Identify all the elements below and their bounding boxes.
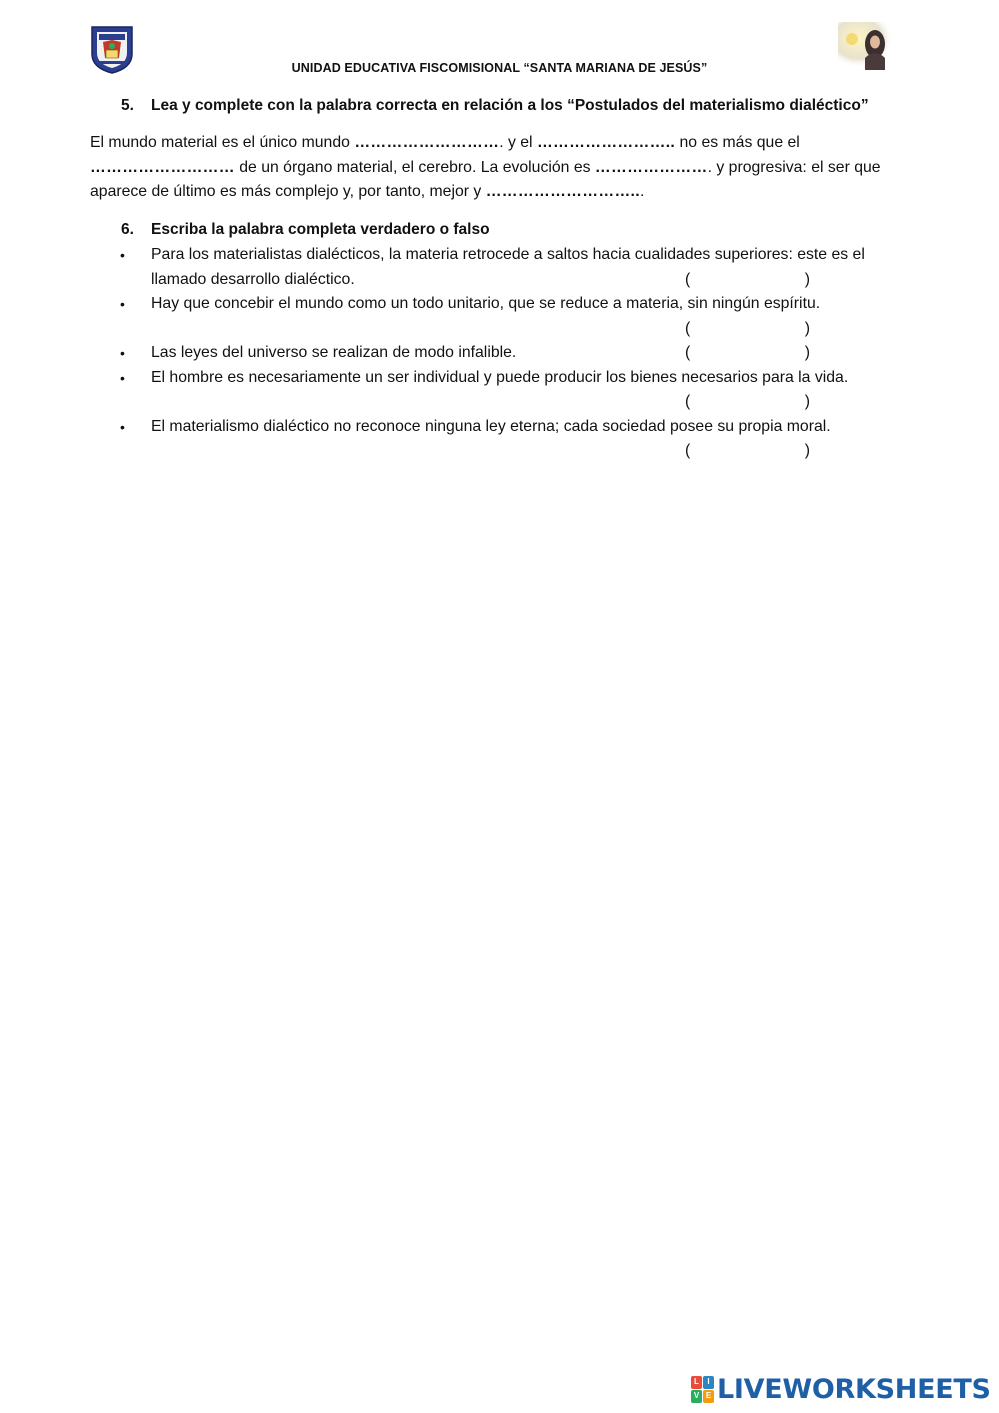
- logo-letter-tile: V: [691, 1390, 702, 1403]
- logo-letter-tile: E: [703, 1390, 714, 1403]
- paragraph-text: . y el: [499, 134, 537, 151]
- question-text: Lea y complete con la palabra correcta en relación a los “Postulados del materialismo dialéctico”: [151, 97, 869, 114]
- answer-box[interactable]: [685, 341, 810, 365]
- paragraph-text: no es más que el: [675, 134, 800, 151]
- paragraph-text: El mundo material es el único mundo: [90, 134, 355, 151]
- open-paren: (: [685, 270, 691, 288]
- statement-text: Las leyes del universo se realizan de modo infalible.: [151, 344, 517, 361]
- close-paren: ): [804, 270, 810, 288]
- statement-item: [118, 415, 918, 464]
- question-text: Escriba la palabra completa verdadero o falso: [151, 221, 490, 238]
- close-paren: ): [804, 319, 810, 337]
- answer-blank[interactable]: ………………………: [90, 158, 235, 176]
- statement-text: Para los materialistas dialécticos, la materia retrocede a saltos hacia cualidades superiores: este es el: [151, 246, 865, 263]
- answer-blank[interactable]: ……………………..: [536, 134, 676, 151]
- statement-text: El hombre es necesariamente un ser individual y puede producir los bienes necesarios para la vida.: [151, 368, 849, 386]
- close-paren: ): [804, 442, 810, 459]
- paragraph-text: . y progresiva: el ser que aparece de último es más complejo y, por tanto, mejor y: [90, 158, 881, 200]
- bullet-icon: •: [120, 296, 125, 312]
- statement-item: [118, 341, 918, 366]
- answer-box[interactable]: [685, 268, 810, 292]
- fill-in-paragraph: [90, 131, 912, 205]
- logo-letter-tile: L: [691, 1376, 702, 1389]
- close-paren: ): [804, 344, 810, 361]
- answer-box[interactable]: [685, 390, 810, 414]
- close-paren: ): [804, 393, 810, 410]
- open-paren: (: [685, 344, 691, 361]
- true-false-list: [118, 243, 918, 464]
- bullet-icon: •: [120, 247, 125, 263]
- answer-blank[interactable]: ………………………: [354, 134, 500, 151]
- question-5-title: [121, 97, 869, 115]
- statement-item: [118, 292, 918, 341]
- answer-blank[interactable]: …………………: [594, 158, 708, 176]
- open-paren: (: [685, 319, 691, 337]
- statement-item: [118, 243, 918, 292]
- statement-text: Hay que concebir el mundo como un todo unitario, que se reduce a materia, sin ningún espíritu.: [151, 295, 821, 312]
- paragraph-text: de un órgano material, el cerebro. La evolución es: [234, 158, 595, 176]
- liveworksheets-icon: [691, 1376, 713, 1402]
- statement-text: El materialismo dialéctico no reconoce ninguna ley eterna; cada sociedad posee su propia moral.: [151, 417, 831, 435]
- question-number: 5.: [121, 97, 134, 114]
- bullet-icon: •: [120, 418, 125, 435]
- bullet-icon: •: [120, 369, 125, 386]
- paragraph-text: .: [639, 183, 645, 200]
- question-number: 6.: [121, 221, 134, 238]
- liveworksheets-logo: [691, 1373, 991, 1405]
- answer-blank[interactable]: ………………………..: [485, 183, 640, 200]
- open-paren: (: [685, 442, 691, 459]
- bullet-icon: •: [120, 345, 125, 361]
- statement-item: [118, 366, 918, 415]
- brand-text: LIVEWORKSHEETS: [717, 1373, 991, 1405]
- statement-text: llamado desarrollo dialéctico.: [151, 270, 355, 288]
- school-name: UNIDAD EDUCATIVA FISCOMISIONAL “SANTA MARIANA DE JESÚS”: [291, 61, 708, 75]
- answer-box[interactable]: [685, 439, 810, 463]
- logo-letter-tile: I: [703, 1376, 714, 1389]
- question-6-title: [121, 221, 490, 239]
- answer-box[interactable]: [685, 317, 810, 341]
- open-paren: (: [685, 393, 691, 410]
